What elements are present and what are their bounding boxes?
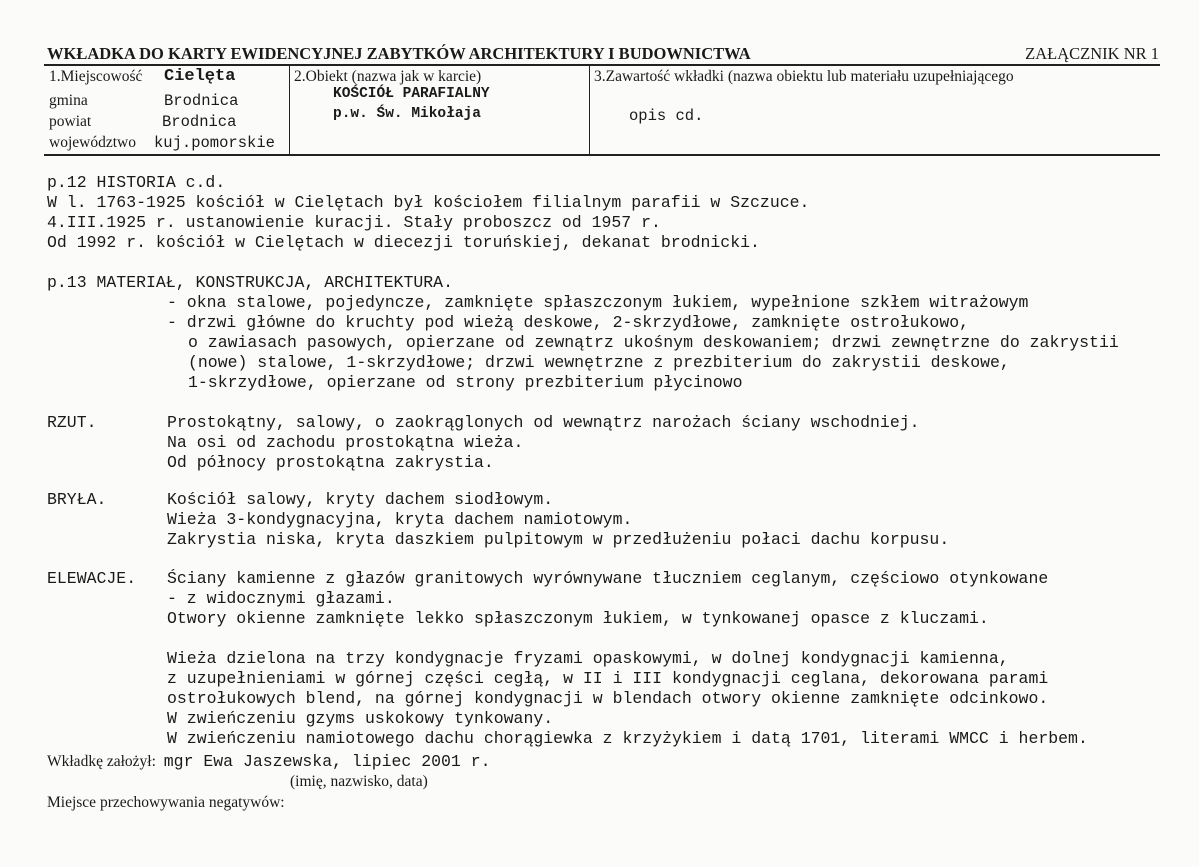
bryla-line: Zakrystia niska, kryta daszkiem pulpitowym w przedłużeniu połaci dachu korpusu.: [167, 530, 950, 549]
rzut-label: RZUT.: [47, 413, 97, 432]
historia-line: W l. 1763-1925 kościół w Cielętach był kościołem filialnym parafii w Szczuce.: [47, 193, 810, 212]
rzut-line: Na osi od zachodu prostokątna wieża.: [167, 433, 524, 452]
content-cell: [589, 66, 1160, 154]
object-name-2: p.w. Św. Mikołaja: [333, 106, 481, 122]
material-heading: p.13 MATERIAŁ, KONSTRUKCJA, ARCHITEKTURA.: [47, 273, 453, 292]
content-label: 3.Zawartość wkładki (nazwa obiektu lub materiału uzupełniającego: [594, 68, 1014, 85]
material-line: o zawiasach pasowych, opierzane od zewnątrz ukośnym deskowaniem; drzwi zewnętrzne do zakrystii: [188, 333, 1119, 352]
voivodeship-value: kuj.pomorskie: [154, 134, 275, 152]
rzut-line: Prostokątny, salowy, o zaokrąglonych od wewnątrz narożach ściany wschodniej.: [167, 413, 920, 432]
bryla-label: BRYŁA.: [47, 490, 107, 509]
powiat-label: powiat: [49, 113, 92, 130]
elewacje-tower-line: ostrołukowych blend, na górnej kondygnacji w blendach otwory okienne zamknięte odcinkowo.: [167, 689, 1049, 708]
location-cell: [44, 66, 288, 154]
material-line: - okna stalowe, pojedyncze, zamknięte spłaszczonym łukiem, wypełnione szkłem witrażowym: [167, 293, 1029, 312]
elewacje-line: Otwory okienne zamknięte lekko spłaszczonym łukiem, w tynkowanej opasce z kluczami.: [167, 609, 989, 628]
author-label: Wkładkę założył:: [47, 753, 156, 770]
section-historia: [47, 173, 1177, 253]
author-row: [47, 752, 491, 771]
powiat-value: Brodnica: [162, 113, 237, 131]
section-material: [47, 273, 1177, 393]
elewacje-tower-line: z uzupełnieniami w górnej części cegłą, w II i III kondygnacji ceglana, dekorowana parami: [167, 669, 1049, 688]
elewacje-tower-line: W zwieńczeniu gzyms uskokowy tynkowany.: [167, 709, 554, 728]
object-name-1: KOŚCIÓŁ PARAFIALNY: [333, 86, 490, 102]
material-line: (nowe) stalowe, 1-skrzydłowe; drzwi wewnętrzne z prezbiterium do zakrystii deskowe,: [188, 353, 1010, 372]
author-value: mgr Ewa Jaszewska, lipiec 2001 r.: [163, 752, 491, 771]
content-value: opis cd.: [629, 107, 704, 125]
object-cell: [289, 66, 590, 154]
location-value: Cielęta: [164, 67, 236, 86]
section-elewacje: [47, 569, 1177, 749]
negatives-label: Miejsce przechowywania negatywów:: [47, 794, 285, 811]
gmina-value: Brodnica: [164, 92, 239, 110]
location-label: 1.Miejscowość: [49, 68, 143, 85]
bryla-line: Wieża 3-kondygnacyjna, kryta dachem namiotowym.: [167, 510, 633, 529]
gmina-label: gmina: [49, 92, 88, 109]
object-label: 2.Obiekt (nazwa jak w karcie): [294, 68, 482, 85]
annex-number: ZAŁĄCZNIK NR 1: [1025, 44, 1159, 63]
author-hint: (imię, nazwisko, data): [290, 773, 428, 790]
voivodeship-label: województwo: [49, 134, 136, 151]
elewacje-tower-line: Wieża dzielona na trzy kondygnacje fryzami opaskowymi, w dolnej kondygnacji kamienna,: [167, 649, 1009, 668]
bryla-line: Kościół salowy, kryty dachem siodłowym.: [167, 490, 554, 509]
document-body: [47, 173, 1177, 749]
section-bryla: [47, 490, 1177, 550]
rzut-line: Od północy prostokątna zakrystia.: [167, 453, 494, 472]
section-rzut: [47, 413, 1177, 473]
elewacje-label: ELEWACJE.: [47, 569, 137, 588]
document-title: WKŁADKA DO KARTY EWIDENCYJNEJ ZABYTKÓW ARCHITEKTURY I BUDOWNICTWA: [47, 44, 751, 63]
elewacje-line: Ściany kamienne z głazów granitowych wyrównywane tłuczniem ceglanym, częściowo otynkowane: [167, 569, 1049, 588]
elewacje-line: - z widocznymi głazami.: [167, 589, 395, 608]
historia-line: p.12 HISTORIA c.d.: [47, 173, 226, 192]
historia-line: Od 1992 r. kościół w Cielętach w diecezji toruńskiej, dekanat brodnicki.: [47, 233, 760, 252]
historia-line: 4.III.1925 r. ustanowienie kuracji. Stały proboszcz od 1957 r.: [47, 213, 661, 232]
header-table: [44, 64, 1160, 156]
material-line: 1-skrzydłowe, opierzane od strony prezbiterium płycinowo: [188, 373, 743, 392]
elewacje-tower-line: W zwieńczeniu namiotowego dachu chorągiewka z krzyżykiem i datą 1701, literami WMCC i herbem.: [167, 729, 1088, 748]
material-line: - drzwi główne do kruchty pod wieżą deskowe, 2-skrzydłowe, zamknięte ostrołukowo,: [167, 313, 970, 332]
